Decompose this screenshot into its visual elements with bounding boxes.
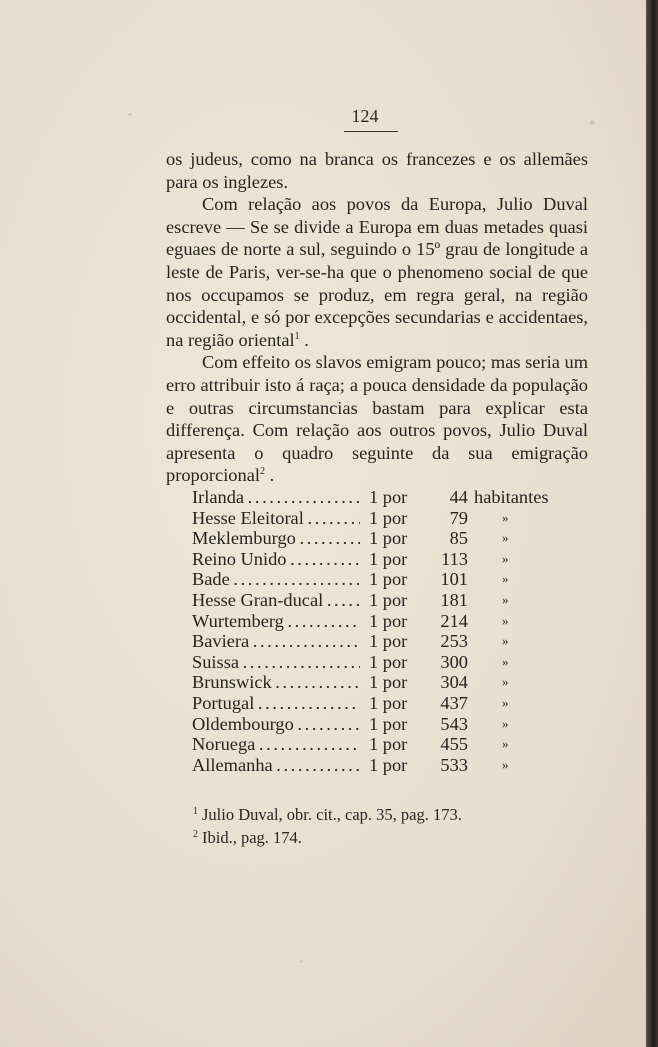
country-cell: Bade . . . [192, 569, 360, 590]
value-cell: 181 [440, 589, 468, 610]
emigration-table [192, 487, 572, 775]
ratio-cell: 1 por [369, 548, 408, 569]
value-cell: 101 [440, 569, 468, 590]
paragraph-tail: . [299, 329, 309, 350]
ditto-mark: » [502, 674, 509, 690]
table-row [192, 631, 572, 652]
body-text [166, 148, 588, 487]
footnotes [193, 803, 573, 849]
footnote-reference: 1 [294, 330, 300, 342]
paragraph [166, 193, 588, 351]
country-cell: Reino Unido . . . [192, 549, 360, 570]
ratio-cell: 1 por [369, 631, 408, 652]
ditto-mark: » [502, 591, 509, 607]
ditto-mark: » [502, 509, 509, 525]
ratio-cell: 1 por [369, 734, 408, 755]
footnote [193, 826, 573, 849]
ratio-cell: 1 por [369, 528, 408, 549]
table-row [192, 693, 572, 714]
table-row [192, 528, 572, 549]
value-cell: 113 [441, 548, 468, 569]
ratio-cell: 1 por [369, 651, 408, 672]
ditto-mark: » [502, 530, 509, 546]
paragraph-tail: . [264, 465, 275, 486]
value-cell: 543 [440, 713, 468, 734]
ratio-cell: 1 por [369, 713, 408, 734]
paragraph-text: os judeus, como na branca os francezes e os allemães para os inglezes. [166, 149, 588, 192]
paragraph-text: Com effeito os slavos emigram pouco; mas seria um erro attribuir isto á raça; a pouca densidade da população e outras circumstancias bastam para explicar esta differença. Com relação aos outros povos, Julio Duval apresenta o quadro seguinte da sua emigração proporcional [166, 352, 588, 486]
footnote-marker: 1 [193, 805, 198, 817]
table-row [192, 487, 572, 508]
footnote-reference: 2 [259, 466, 265, 478]
country-cell: Hesse Gran-ducal . . . [192, 590, 360, 611]
table-row [192, 611, 572, 632]
value-cell: 437 [440, 692, 468, 713]
ratio-cell: 1 por [369, 754, 408, 775]
paragraph [166, 148, 588, 193]
ditto-mark: » [502, 653, 509, 669]
ditto-mark: » [502, 736, 509, 752]
country-cell: Suissa . . . [192, 652, 360, 673]
ditto-mark: » [502, 612, 509, 628]
ratio-cell: 1 por [369, 610, 408, 631]
header-rule [344, 131, 398, 132]
book-spine [646, 0, 658, 1047]
value-cell: 304 [440, 672, 468, 693]
value-cell: 44 [449, 487, 468, 507]
country-cell: Hesse Eleitoral . . . [192, 508, 360, 529]
ditto-mark: » [502, 715, 509, 731]
country-cell: Meklemburgo . . . [192, 528, 360, 549]
paper-spot [128, 113, 132, 116]
ratio-cell: 1 por [369, 487, 408, 507]
value-cell: 79 [449, 507, 468, 528]
country-cell: Wurtemberg . . . [192, 611, 360, 632]
country-cell: Allemanha . . . [192, 755, 360, 776]
paper-spot [300, 960, 303, 963]
table-row [192, 734, 572, 755]
footnote-text: Julio Duval, obr. cit., cap. 35, pag. 173. [202, 805, 462, 824]
country-cell: Noruega . . . [192, 734, 360, 755]
footnote [193, 803, 573, 826]
table-row [192, 714, 572, 735]
country-cell: Portugal . . . [192, 693, 360, 714]
ditto-mark: » [502, 550, 509, 566]
page-number: 124 [351, 106, 379, 126]
unit-cell: habitantes [474, 487, 549, 507]
country-cell: Baviera . . . [192, 631, 360, 652]
ditto-mark: » [502, 571, 509, 587]
ratio-cell: 1 por [369, 692, 408, 713]
table-row [192, 549, 572, 570]
table-row [192, 508, 572, 529]
ditto-mark: » [502, 694, 509, 710]
footnote-marker: 2 [193, 828, 198, 840]
value-cell: 455 [440, 734, 468, 755]
table-row [192, 652, 572, 673]
ditto-mark: » [502, 756, 509, 772]
country-cell: Brunswick . . . [192, 672, 360, 693]
value-cell: 300 [440, 651, 468, 672]
table-row [192, 672, 572, 693]
ratio-cell: 1 por [369, 569, 408, 590]
value-cell: 253 [440, 631, 468, 652]
ratio-cell: 1 por [369, 507, 408, 528]
value-cell: 214 [440, 610, 468, 631]
value-cell: 533 [440, 754, 468, 775]
paper-spot [590, 120, 595, 125]
ditto-mark: » [502, 633, 509, 649]
country-cell: Irlanda . . . [192, 487, 360, 508]
paragraph-text: Com relação aos povos da Europa, Julio Duval escreve — Se se divide a Europa em duas metades quasi eguaes de norte a sul, seguindo o 15º grau de longitude a leste de Paris, ver-se-ha que o phenomeno social de que nos occupamos se produz, em regra geral, na região occidental, e só por excepções secundarias e accidentaes, na região oriental [166, 194, 588, 350]
footnote-text: Ibid., pag. 174. [202, 828, 302, 847]
table-row [192, 569, 572, 590]
ratio-cell: 1 por [369, 589, 408, 610]
table-row [192, 590, 572, 611]
ratio-cell: 1 por [369, 672, 408, 693]
country-cell: Oldembourgo . . . [192, 714, 360, 735]
value-cell: 85 [449, 528, 468, 549]
table-row [192, 755, 572, 776]
paragraph [166, 351, 588, 487]
